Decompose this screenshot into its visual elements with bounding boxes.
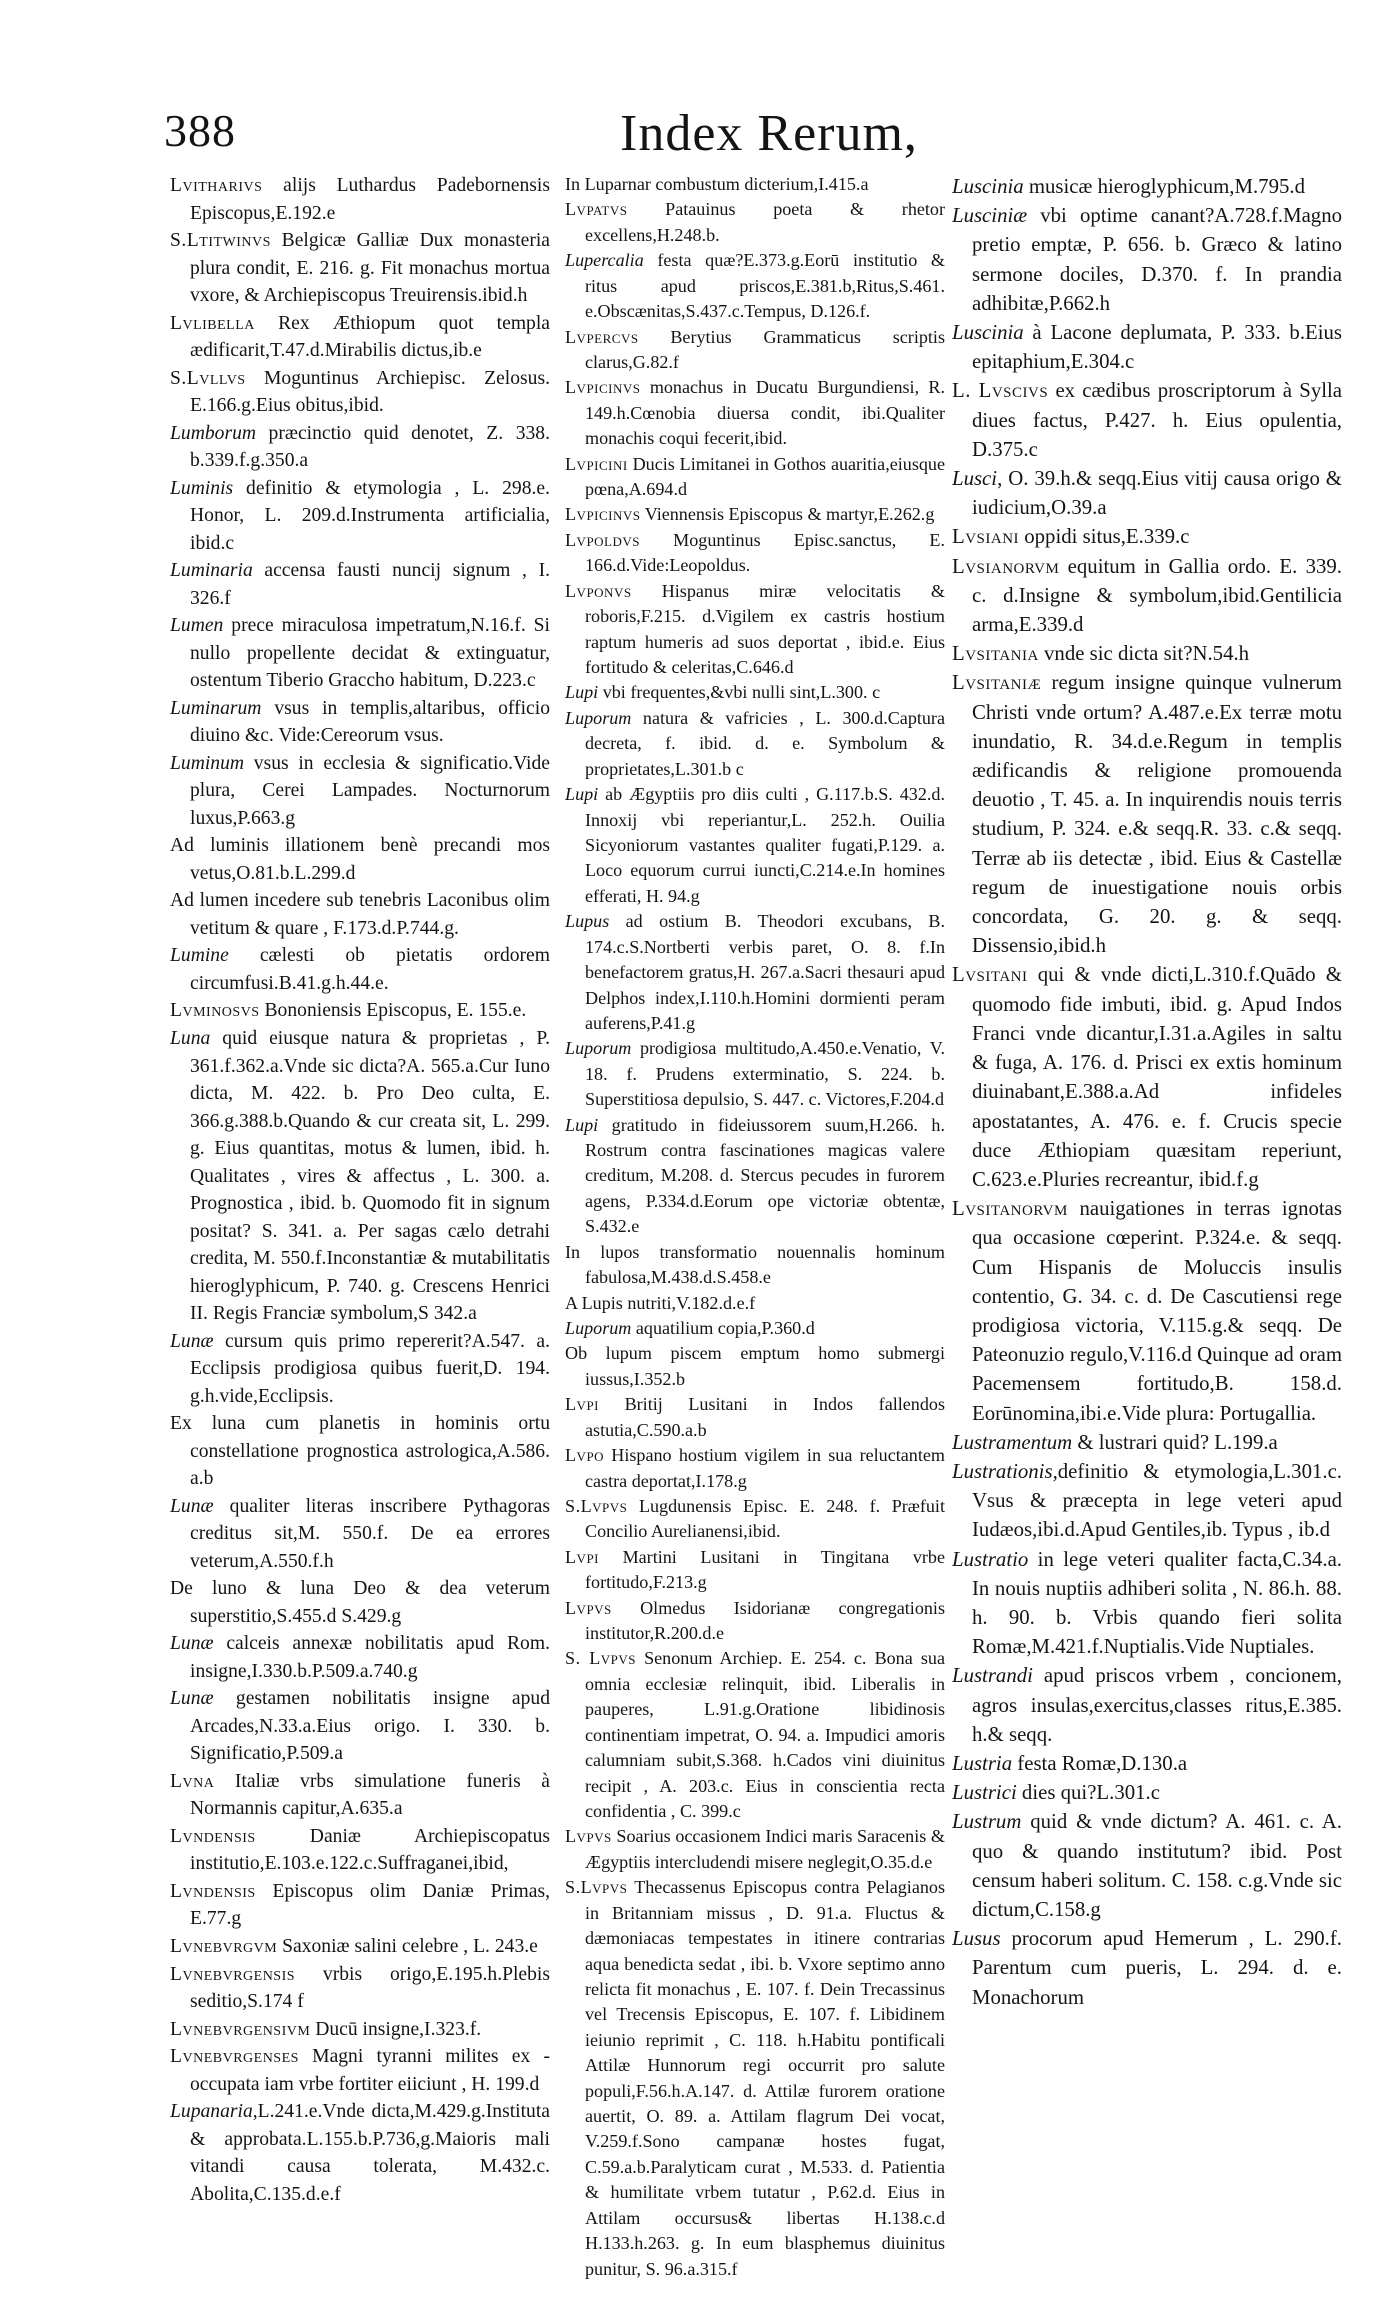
- entry-headword: Lunæ: [170, 1633, 214, 1655]
- entry-text: Belgicæ Galliæ Dux monasteria plura condit, E. 216. g. Fit monachus mortua vxore, & Archiepiscopus Treuirensis.ibid.h: [190, 230, 550, 307]
- entry-headword: Lvpi: [565, 1546, 599, 1567]
- entry-headword: Lusci: [952, 467, 998, 491]
- entry-headword: Lusus: [952, 1927, 1001, 1951]
- entry-headword: Lvnebvrgenses: [170, 2046, 299, 2068]
- index-entry: [565, 579, 945, 681]
- index-entry: [565, 706, 945, 782]
- entry-text: Episcopus olim Daniæ Primas, E.77.g: [190, 1880, 550, 1930]
- entry-headword: Luminum: [170, 752, 245, 774]
- entry-text: Bononiensis Episcopus, E. 155.e.: [259, 1000, 527, 1022]
- entry-text: Moguntinus Episc.sanctus, E. 166.d.Vide:Leopoldus.: [585, 529, 945, 576]
- entry-text: præcinctio quid denotet, Z. 338. b.339.f.g.350.a: [190, 422, 550, 472]
- entry-headword: S. Lvpvs: [565, 1648, 636, 1669]
- index-entry: [952, 552, 1342, 640]
- index-entry: [170, 942, 550, 997]
- entry-headword: L. Lvscivs: [952, 379, 1049, 403]
- entry-headword: Lvpvs: [565, 1597, 612, 1618]
- entry-headword: Lupi: [565, 784, 599, 805]
- entry-text: Ducis Limitanei in Gothos auaritia,eiusque pœna,A.694.d: [585, 453, 945, 500]
- entry-text: procorum apud Hemerum , L. 290.f. Parentum cum pueris, L. 294. d. e. Monachorum: [972, 1927, 1342, 2009]
- entry-headword: Lupercalia: [565, 250, 644, 271]
- entry-headword: Lvsianorvm: [952, 554, 1060, 578]
- index-entry: [565, 1824, 945, 1875]
- entry-text: Saxoniæ salini celebre , L. 243.e: [277, 1936, 538, 1957]
- entry-headword: Lvpoldvs: [565, 529, 641, 550]
- entry-text: regum insigne quinque vulnerum Christi vnde ortum? A.487.e.Ex terræ motu inundatio, R. 34.d.e.Regum in templis ædificandis & religione promouenda deuotio , T. 45. a. In inquirendis nouis terris studium, P. 324. e.& seqq.R. 33. c.& seqq. Terræ ab iis detectæ , ibid. Eius & Castellæ regum de inuestigatione nouis orbis concordata, G. 20. g. & seqq. Dissensio,ibid.h: [972, 671, 1342, 958]
- entry-text: vbi frequentes,&vbi nulli sint,L.300. c: [598, 682, 881, 703]
- index-entry: [952, 1749, 1342, 1778]
- entry-headword: Lvitharivs: [170, 175, 263, 196]
- index-entry: [170, 997, 550, 1025]
- index-entry: [565, 1341, 945, 1392]
- entry-text: In Luparnar combustum dicterium,I.415.a: [565, 174, 869, 194]
- entry-text: qualiter literas inscribere Pythagoras creditus sit,M. 550.f. De ea errores veterum,A.550.f.h: [190, 1495, 550, 1572]
- entry-text: Italiæ vrbs simulatione funeris à Normannis capitur,A.635.a: [190, 1770, 550, 1820]
- entry-headword: Luporum: [565, 1038, 632, 1059]
- entry-text: Senonum Archiep. E. 254. c. Bona sua omnia ecclesiæ relinquit, ibid. Liberalis in pauperes, L.91.g.Oratione libidinosis continentiam impetrat, O. 94. a. Impudici amoris calumniam subit,S.368. h.Cados vini diuinitus recipit , A. 203.c. Eius in conscientia recta confidentia , C. 399.c: [585, 1648, 945, 1821]
- index-entry: [170, 1575, 550, 1630]
- entry-text: vrbis origo,E.195.h.Plebis seditio,S.174 f: [190, 1963, 550, 2013]
- entry-text: Lugdunensis Episc. E. 248. f. Præfuit Concilio Aurelianensi,ibid.: [585, 1495, 945, 1542]
- index-entry: [565, 528, 945, 579]
- index-column-1: [170, 172, 550, 2282]
- entry-text: gestamen nobilitatis insigne apud Arcades,N.33.a.Eius origo. I. 330. b. Significatio,P.509.a: [190, 1688, 550, 1765]
- index-entry: [170, 832, 550, 887]
- entry-text: vsus in ecclesia & significatio.Vide plura, Cerei Lampades. Nocturnorum luxus,P.663.g: [190, 752, 550, 829]
- index-entry: [565, 375, 945, 451]
- entry-text: prodigiosa multitudo,A.450.e.Venatio, V. 18. f. Prudens exterminatio, S. 224. b. Superstitiosa depulsio, S. 447. c. Victores,F.204.d: [585, 1038, 945, 1110]
- entry-text: Daniæ Archiepiscopatus institutio,E.103.e.122.c.Suffraganei,ibid,: [190, 1825, 550, 1875]
- entry-headword: Lupanaria: [170, 2101, 253, 2123]
- entry-headword: Lvpvs: [565, 1826, 612, 1847]
- index-entry: [952, 1545, 1342, 1662]
- entry-text: vnde sic dicta sit?N.54.h: [1038, 642, 1250, 666]
- entry-text: quid eiusque natura & proprietas , P. 361.f.362.a.Vnde sic dicta?A. 565.a.Cur Iuno dicta, M. 422. b. Pro Deo culta, E. 366.g.388.b.Quando & cur creata sit, L. 299. g. Eius quantitas, motus & lumen, ibid. h. Qualitates , vires & affectus , L. 300. a. Prognostica , ibid. b. Quomodo fit in signum positat? S. 341. a. Per sagas cælo detrahi credita, M. 550.f.Inconstantiæ & mutabilitatis hieroglyphicum, P. 740. g. Crescens Henrici II. Regis Franciæ symbolum,S 342.a: [190, 1027, 550, 1325]
- index-entry: [565, 782, 945, 909]
- index-entry: [170, 227, 550, 310]
- index-entry: [565, 1596, 945, 1647]
- entry-headword: Lvna: [170, 1770, 215, 1792]
- entry-text: Thecassenus Episcopus contra Pelagianos in Britanniam missus , D. 91.a. Fluctus & dæmoniacas tempestates in itinere contrarias aqua benedicta sedat , ibi. b. Vxore septimo anno relicta fit monachus , E. 107. f. Dein Trecassinus vel Trecensis Episcopus, E. 107. f. Libidinem ieiunio reprimit , C. 118. h.Habitu pontificali Attilæ Hunnorum regi occurrit pro salute populi,F.56.h.A.147. d. Attilæ furorem oratione auertit, O. 89. a. Attilam flagrum Dei vocat, V.259.f.Sono campanæ hostes fugat, C.59.a.b.Paralyticam curat , M.533. d. Patientia & humilitate vrbem tutatur , P.62.d. Eius in Attilam occursus& libertas H.138.c.d H.133.h.263. g. In eum blasphemus diuinitus punitur, S. 96.a.315.f: [585, 1877, 945, 2279]
- index-entry: [170, 1410, 550, 1493]
- entry-text: Hispanus miræ velocitatis & roboris,F.215. d.Vigilem ex castris hostium raptum humeris ad suos deportat , ibid.e. Eius fortitudo & celeritas,C.646.d: [585, 580, 945, 678]
- index-entry: [170, 2098, 550, 2208]
- entry-text: quid & vnde dictum? A. 461. c. A. quo & quando institutum? ibid. Post censum haberi solitum. C. 158. c.g.Vnde sic dictum,C.158.g: [972, 1810, 1342, 1921]
- entry-headword: Lvpicinvs: [565, 377, 641, 398]
- index-entry: [565, 325, 945, 376]
- index-entry: [565, 909, 945, 1036]
- entry-text: Soarius occasionem Indici maris Saracenis & Ægyptiis intercludendi misere neglegit,O.35.d.e: [585, 1826, 945, 1872]
- index-entry: [565, 1443, 945, 1494]
- entry-text: cælesti ob pietatis ordorem circumfusi.B.41.g.h.44.e.: [190, 945, 550, 994]
- index-entry: [170, 2016, 550, 2044]
- index-entry: [170, 695, 550, 750]
- index-column-2: [565, 172, 945, 2282]
- index-entry: [952, 1661, 1342, 1749]
- index-entry: [170, 1823, 550, 1878]
- entry-headword: Luporum: [565, 1317, 632, 1338]
- entry-headword: Luscinia: [952, 321, 1024, 345]
- entry-headword: Lustria: [952, 1751, 1013, 1775]
- entry-headword: Luminarum: [170, 697, 262, 719]
- entry-text: Martini Lusitani in Tingitana vrbe fortitudo,F.213.g: [585, 1546, 945, 1593]
- entry-text: , O. 39.h.& seqq.Eius vitij causa origo & iudicium,O.39.a: [972, 467, 1342, 520]
- entry-text: cursum quis primo repererit?A.547. a. Ecclipsis prodigiosa quibus fuerit,D. 194. g.h.vide,Ecclipsis.: [190, 1330, 550, 1407]
- entry-text: apud priscos vrbem , concionem, agros insulas,exercitus,classes ritus,E.385. h.& seqq.: [972, 1664, 1342, 1746]
- entry-text: Ad lumen incedere sub tenebris Laconibus olim vetitum & quare , F.173.d.P.744.g.: [170, 890, 550, 939]
- entry-text: gratitudo in fideiussorem suum,H.266. h. Rostrum contra fascinationes magicas valere creditum, M.208. d. Stercus pecudes in furorem agens, P.334.d.Eorum ope victoriæ obtentæ, S.432.e: [585, 1114, 945, 1237]
- index-entry: [952, 1807, 1342, 1924]
- index-entry: [952, 960, 1342, 1194]
- index-entry: [952, 522, 1342, 551]
- index-entry: [170, 887, 550, 942]
- entry-headword: Lvndensis: [170, 1825, 256, 1847]
- index-entry: [565, 452, 945, 503]
- index-entry: [565, 1036, 945, 1112]
- index-entry: [170, 172, 550, 227]
- entry-text: Olmedus Isidorianæ congregationis institutor,R.200.d.e: [585, 1597, 945, 1644]
- entry-headword: S.Lvllvs: [170, 367, 246, 389]
- index-entry: [952, 201, 1342, 318]
- index-entry: [952, 318, 1342, 376]
- entry-headword: Lvnebvrgensivm: [170, 2018, 311, 2040]
- entry-text: Berytius Grammaticus scriptis clarus,G.82.f: [585, 326, 945, 372]
- entry-text: nauigationes in terras ignotas qua occasione cœperint. P.324.e. & seqq. Cum Hispanis de Moluccis insulis contentio, G. 34. c. d. De Cascutiensi rege prodigiosa victoria, V.115.g.& seqq. De Pateonuzio regulo,V.116.d Quinque ad oram Pacemensem fortitudo,B. 158.d. Eorūnomina,ibi.e.Vide plura: Portugallia.: [972, 1197, 1342, 1425]
- entry-headword: Lustrici: [952, 1781, 1017, 1805]
- entry-text: Ex luna cum planetis in hominis ortu constellatione prognostica astrologica,A.586. a.b: [170, 1413, 550, 1490]
- entry-text: alijs Luthardus Padebornensis Episcopus,E.192.e: [190, 175, 550, 224]
- index-entry: [565, 1875, 945, 2282]
- index-entry: [170, 1933, 550, 1961]
- entry-text: ,L.241.e.Vnde dicta,M.429.g.Instituta & approbata.L.155.b.P.736,g.Maioris mali vitandi causa tolerata, M.432.c. Abolita,C.135.d.e.f: [190, 2101, 550, 2205]
- entry-headword: S.Ltitwinvs: [170, 230, 271, 252]
- entry-headword: Lvndensis: [170, 1880, 256, 1902]
- entry-headword: Lumen: [170, 615, 224, 637]
- index-entry: [170, 475, 550, 558]
- index-entry: [952, 172, 1342, 201]
- entry-text: Ob lupum piscem emptum homo submergi iussus,I.352.b: [565, 1343, 945, 1389]
- index-entry: [170, 420, 550, 475]
- index-entry: [170, 1493, 550, 1576]
- entry-text: ab Ægyptiis pro diis culti , G.117.b.S. 432.d. Innoxij vbi reperiantur,L. 252.h. Ouilia Sicyoniorum vastantes qualiter fugati,P.129. a. Loco equorum currui iuncti,C.214.e.In homines efferati, H. 94.g: [585, 784, 945, 906]
- entry-headword: Lumborum: [170, 422, 257, 444]
- index-entry: [565, 502, 945, 527]
- index-entry: [565, 197, 945, 248]
- entry-headword: Lvsitanorvm: [952, 1197, 1068, 1221]
- index-entry: [565, 1646, 945, 1824]
- index-entry: [952, 376, 1342, 464]
- entry-headword: Lvpo: [565, 1445, 605, 1466]
- entry-headword: Lunæ: [170, 1330, 214, 1352]
- entry-text: In lupos transformatio nouennalis hominum fabulosa,M.438.d.S.458.e: [565, 1241, 945, 1288]
- entry-text: De luno & luna Deo & dea veterum superstitio,S.455.d S.429.g: [170, 1578, 550, 1627]
- entry-headword: Lupi: [565, 1114, 599, 1135]
- index-entry: [565, 1240, 945, 1291]
- entry-text: Moguntinus Archiepisc. Zelosus. E.166.g.Eius obitus,ibid.: [190, 367, 550, 417]
- running-head: Index Rerum,: [620, 105, 918, 162]
- entry-text: Magni tyranni milites ex - occupata iam vrbe fortiter eiiciunt , H. 199.d: [190, 2046, 550, 2095]
- index-entry: [170, 365, 550, 420]
- entry-text: natura & vafricies , L. 300.d.Captura decreta, f. ibid. d. e. Symbolum & proprietates,L.301.b c: [585, 707, 945, 779]
- entry-text: ex cædibus proscriptorum à Sylla diues factus, P.427. h. Eius opulentia, D.375.c: [972, 379, 1342, 461]
- index-entry: [565, 1291, 945, 1316]
- page-number: 388: [164, 105, 236, 156]
- index-entry: [170, 1768, 550, 1823]
- entry-text: aquatilium copia,P.360.d: [631, 1317, 815, 1338]
- entry-headword: Lumine: [170, 945, 229, 967]
- entry-text: festa Romæ,D.130.a: [1012, 1751, 1188, 1775]
- entry-headword: Lvminosvs: [170, 1000, 260, 1022]
- entry-headword: Luminaria: [170, 560, 253, 582]
- entry-headword: Lvsitaniæ: [952, 671, 1042, 695]
- entry-text: Ducū insigne,I.323.f.: [310, 2018, 482, 2040]
- entry-text: qui & vnde dicti,L.310.f.Quādo & quomodo fide imbuti, ibid. g. Apud Indos Franci vnde dicantur,I.31.a.Agiles in saltu & fuga, A. 176. d. Prisci ex extis hominum diuinabant,E.388.a.Ad infideles apostatantes, A. 476. e. f. Crucis specie duce Æthiopiam quæsitam reperiunt, C.623.e.Pluries recreantur, ibid.f.g: [972, 963, 1342, 1191]
- index-entry: [170, 1685, 550, 1768]
- entry-headword: Lupus: [565, 911, 610, 932]
- entry-text: Hispano hostium vigilem in sua reluctantem castra deportat,I.178.g: [585, 1445, 945, 1491]
- index-entry: [952, 1457, 1342, 1545]
- index-entry: [170, 612, 550, 695]
- entry-headword: Lunæ: [170, 1688, 214, 1710]
- index-entry: [952, 1194, 1342, 1428]
- entry-headword: Luporum: [565, 707, 632, 728]
- entry-text: vbi optime canant?A.728.f.Magno pretio emptæ, P. 656. b. Græco & latino sermone dociles, D.370. f. In prandia adhibitæ,P.662.h: [972, 204, 1342, 315]
- entry-text: & lustrari quid? L.199.a: [1072, 1430, 1278, 1454]
- entry-headword: Lvpercvs: [565, 326, 639, 347]
- entry-text: ad ostium B. Theodori excubans, B. 174.c.S.Nortberti verbis paret, O. 8. f.In benefactorem gratus,H. 267.a.Sacri thesauri apud Delphos index,I.110.h.Homini dormienti peram auferens,P.41.g: [585, 911, 945, 1033]
- index-entry: [170, 750, 550, 833]
- index-entry: [565, 172, 945, 197]
- entry-text: in lege veteri qualiter facta,C.34.a. In nouis nuptiis adhiberi solita , N. 86.h. 88. h. 90. b. Vrbis quando fieri solita Romæ,M.421.f.Nuptialis.Vide Nuptiales.: [972, 1547, 1342, 1659]
- entry-text: à Lacone deplumata, P. 333. b.Eius epitaphium,E.304.c: [972, 321, 1342, 374]
- index-entry: [565, 1494, 945, 1545]
- entry-headword: Lvpatvs: [565, 199, 628, 220]
- index-entry: [952, 1778, 1342, 1807]
- index-entry: [952, 668, 1342, 960]
- entry-headword: Lunæ: [170, 1495, 214, 1517]
- entry-text: A Lupis nutriti,V.182.d.e.f: [565, 1292, 756, 1313]
- index-column-3: [952, 172, 1342, 2282]
- index-entry: [170, 1025, 550, 1328]
- entry-headword: Luna: [170, 1027, 211, 1049]
- entry-text: Britij Lusitani in Indos fallendos astutia,C.590.a.b: [585, 1394, 945, 1440]
- index-entry: [170, 1630, 550, 1685]
- entry-text: prece miraculosa impetratum,N.16.f. Si nullo propellente decidat & extinguatur, ostentum Tiberio Graccho habitum, D.223.c: [190, 615, 550, 692]
- entry-headword: Lvpi: [565, 1394, 599, 1415]
- entry-headword: Lustrandi: [952, 1664, 1033, 1688]
- entry-headword: Lvlibella: [170, 312, 255, 334]
- entry-headword: Lvponvs: [565, 580, 632, 601]
- entry-headword: Lustratio: [952, 1547, 1029, 1571]
- index-entry: [170, 310, 550, 365]
- entry-headword: Lustrationis: [952, 1459, 1053, 1483]
- entry-text: ,definitio & etymologia,L.301.c. Vsus & præcepta in lege veteri apud Iudæos,ibi.d.Apud Gentiles,ib. Typus , ib.d: [972, 1459, 1342, 1542]
- index-entry: [170, 2043, 550, 2098]
- entry-text: Viennensis Episcopus & martyr,E.262.g: [640, 504, 935, 525]
- index-entry: [952, 1428, 1342, 1457]
- index-entry: [565, 1113, 945, 1240]
- entry-headword: Lvnebvrgvm: [170, 1936, 278, 1957]
- entry-headword: Lvsiani: [952, 525, 1020, 549]
- index-entry: [565, 1316, 945, 1341]
- entry-headword: Lvsitania: [952, 642, 1039, 666]
- index-entry: [565, 1392, 945, 1443]
- entry-text: vsus in templis,altaribus, officio diuino &c. Vide:Cereorum vsus.: [190, 697, 550, 747]
- entry-text: Rex Æthiopum quot templa ædificarit,T.47.d.Mirabilis dictus,ib.e: [190, 312, 550, 362]
- entry-headword: Lupi: [565, 682, 599, 703]
- index-entry: [170, 557, 550, 612]
- entry-text: monachus in Ducatu Burgundiensi, R. 149.h.Cœnobia diuersa condit, ibi.Qualiter monachis coqui fecerit,ibid.: [585, 377, 945, 449]
- index-entry: [952, 1924, 1342, 2012]
- index-entry: [952, 464, 1342, 522]
- entry-text: dies qui?L.301.c: [1016, 1781, 1160, 1805]
- entry-headword: Luscinia: [952, 175, 1024, 198]
- entry-headword: S.Lvpvs: [565, 1877, 628, 1898]
- entry-headword: Lusciniæ: [952, 204, 1028, 228]
- index-entry: [170, 1961, 550, 2016]
- index-entry: [565, 680, 945, 705]
- entry-text: festa quæ?E.373.g.Eorū institutio & ritus apud priscos,E.381.b,Ritus,S.461. e.Obscænitas,S.437.c.Tempus, D.126.f.: [585, 250, 945, 322]
- entry-headword: S.Lvpvs: [565, 1495, 628, 1516]
- entry-text: definitio & etymologia , L. 298.e. Honor, L. 209.d.Instrumenta artificialia, ibid.c: [190, 477, 550, 554]
- index-entry: [170, 1878, 550, 1933]
- entry-headword: Lvsitani: [952, 963, 1028, 987]
- index-entry: [565, 1545, 945, 1596]
- entry-headword: Lvpicini: [565, 453, 628, 474]
- entry-text: musicæ hieroglyphicum,M.795.d: [1023, 175, 1305, 198]
- entry-headword: Lvpicinvs: [565, 504, 641, 525]
- entry-headword: Lustrum: [952, 1810, 1022, 1834]
- entry-headword: Luminis: [170, 477, 234, 499]
- index-entry: [170, 1328, 550, 1411]
- entry-text: oppidi situs,E.339.c: [1019, 525, 1190, 549]
- entry-text: Patauinus poeta & rhetor excellens,H.248.b.: [585, 199, 945, 245]
- index-entry: [952, 639, 1342, 668]
- index-entry: [565, 248, 945, 324]
- entry-text: equitum in Gallia ordo. E. 339. c. d.Insigne & symbolum,ibid.Gentilicia arma,E.339.d: [972, 554, 1342, 637]
- entry-text: calceis annexæ nobilitatis apud Rom. insigne,I.330.b.P.509.a.740.g: [190, 1633, 550, 1682]
- entry-text: Ad luminis illationem benè precandi mos vetus,O.81.b.L.299.d: [170, 835, 550, 884]
- entry-text: accensa fausti nuncij signum , I. 326.f: [190, 560, 550, 609]
- entry-headword: Lustramentum: [952, 1430, 1073, 1454]
- entry-headword: Lvnebvrgensis: [170, 1963, 296, 1985]
